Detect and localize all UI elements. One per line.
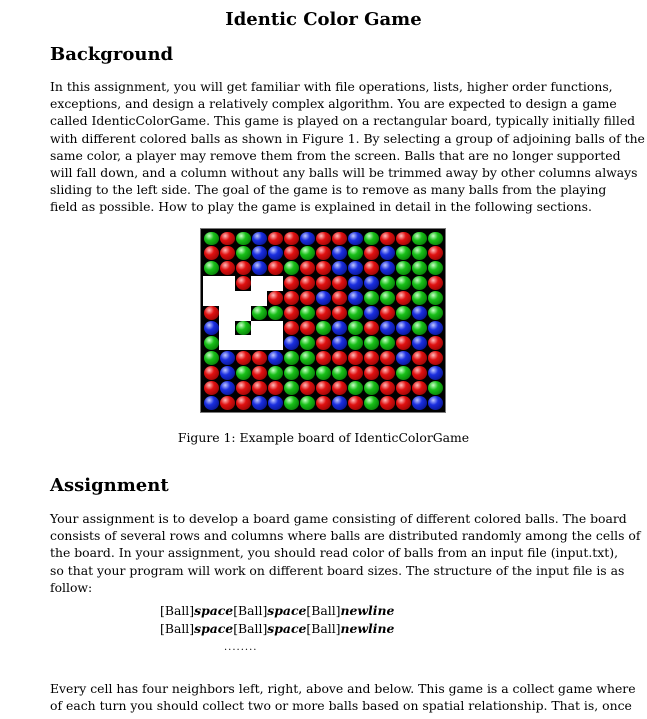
empty-cell: [203, 276, 219, 291]
paragraph-line: In this assignment, you will get familiar with file operations, lists, higher order functions,: [50, 79, 613, 94]
blue-ball: [332, 261, 347, 275]
red-ball: [332, 381, 347, 395]
red-ball: [204, 246, 219, 260]
figure-caption: Figure 1: Example board of IdenticColorGame: [177, 430, 470, 445]
red-ball: [316, 306, 331, 320]
red-ball: [412, 366, 427, 380]
green-ball: [396, 261, 411, 275]
empty-cell: [267, 335, 283, 350]
green-ball: [284, 351, 299, 365]
red-ball: [428, 336, 443, 350]
green-ball: [364, 336, 379, 350]
green-ball: [364, 396, 379, 410]
background-paragraph: [50, 78, 645, 216]
green-ball: [428, 261, 443, 275]
green-ball: [284, 396, 299, 410]
green-ball: [204, 351, 219, 365]
green-ball: [396, 276, 411, 290]
blue-ball: [332, 396, 347, 410]
green-ball: [316, 321, 331, 335]
red-ball: [284, 291, 299, 305]
green-ball: [348, 246, 363, 260]
green-ball: [396, 306, 411, 320]
paragraph-line: Your assignment is to develop a board game consisting of different colored balls. The board: [50, 511, 627, 526]
green-ball: [204, 232, 219, 246]
red-ball: [412, 381, 427, 395]
red-ball: [348, 351, 363, 365]
blue-ball: [428, 396, 443, 410]
red-ball: [220, 246, 235, 260]
empty-cell: [219, 291, 235, 306]
red-ball: [316, 396, 331, 410]
blue-ball: [220, 351, 235, 365]
blue-ball: [332, 321, 347, 335]
red-ball: [236, 381, 251, 395]
green-ball: [300, 351, 315, 365]
red-ball: [380, 306, 395, 320]
green-ball: [348, 321, 363, 335]
paragraph-line: Every cell has four neighbors left, right, above and below. This game is a collect game where: [50, 681, 636, 696]
paragraph-line: of each turn you should collect two or more balls based on spatial relationship. That is, once: [50, 698, 632, 714]
red-ball: [252, 351, 267, 365]
blue-ball: [332, 246, 347, 260]
red-ball: [380, 396, 395, 410]
red-ball: [364, 261, 379, 275]
green-ball: [284, 261, 299, 275]
red-ball: [300, 291, 315, 305]
blue-ball: [204, 321, 219, 335]
red-ball: [428, 246, 443, 260]
blue-ball: [412, 306, 427, 320]
red-ball: [364, 351, 379, 365]
red-ball: [364, 246, 379, 260]
format-space: space: [194, 621, 234, 636]
empty-cell: [251, 276, 267, 291]
blue-ball: [268, 246, 283, 260]
green-ball: [364, 291, 379, 305]
red-ball: [316, 232, 331, 246]
blue-ball: [412, 336, 427, 350]
rules-paragraph: [50, 680, 636, 714]
red-ball: [332, 276, 347, 290]
paragraph-line: the board. In your assignment, you should read color of balls from an input file (input.txt),: [50, 545, 619, 561]
paragraph-line: consists of several rows and columns where balls are distributed randomly among the cells of: [50, 528, 641, 544]
green-ball: [348, 381, 363, 395]
blue-ball: [284, 336, 299, 350]
green-ball: [412, 321, 427, 335]
empty-cell: [219, 306, 235, 321]
blue-ball: [252, 246, 267, 260]
section-heading-background: Background: [50, 44, 174, 65]
green-ball: [204, 261, 219, 275]
red-ball: [268, 291, 283, 305]
format-ball: [Ball]: [160, 603, 195, 618]
red-ball: [428, 351, 443, 365]
blue-ball: [428, 321, 443, 335]
red-ball: [396, 336, 411, 350]
green-ball: [364, 232, 379, 246]
blue-ball: [268, 351, 283, 365]
green-ball: [396, 246, 411, 260]
red-ball: [380, 381, 395, 395]
red-ball: [220, 396, 235, 410]
blue-ball: [396, 321, 411, 335]
green-ball: [236, 232, 251, 246]
blue-ball: [380, 261, 395, 275]
blue-ball: [348, 261, 363, 275]
paragraph-line: follow:: [50, 579, 93, 595]
red-ball: [236, 396, 251, 410]
red-ball: [204, 381, 219, 395]
red-ball: [268, 381, 283, 395]
red-ball: [284, 246, 299, 260]
blue-ball: [380, 246, 395, 260]
green-ball: [428, 232, 443, 246]
format-ball: [Ball]: [233, 603, 268, 618]
red-ball: [316, 336, 331, 350]
input-format-line: [160, 602, 394, 619]
green-ball: [236, 366, 251, 380]
format-space: space: [267, 621, 307, 636]
input-format-line: [160, 620, 394, 637]
empty-cell: [235, 291, 251, 306]
paragraph-line: called IdenticColorGame. This game is played on a rectangular board, typically initially filled: [50, 113, 636, 129]
red-ball: [380, 232, 395, 246]
paragraph-line: exceptions, and design a relatively complex algorithm. You are expected to design a game: [50, 96, 617, 112]
blue-ball: [332, 336, 347, 350]
green-ball: [204, 336, 219, 350]
empty-cell: [235, 306, 251, 321]
blue-ball: [204, 396, 219, 410]
format-continuation-dots: ........: [224, 642, 258, 653]
red-ball: [412, 351, 427, 365]
blue-ball: [220, 381, 235, 395]
green-ball: [380, 276, 395, 290]
blue-ball: [252, 232, 267, 246]
red-ball: [284, 276, 299, 290]
format-newline: newline: [340, 621, 395, 636]
red-ball: [284, 321, 299, 335]
green-ball: [300, 306, 315, 320]
red-ball: [380, 351, 395, 365]
assignment-paragraph: [50, 510, 641, 596]
green-ball: [284, 381, 299, 395]
red-ball: [236, 276, 251, 290]
blue-ball: [252, 261, 267, 275]
green-ball: [396, 366, 411, 380]
blue-ball: [300, 232, 315, 246]
blue-ball: [348, 276, 363, 290]
red-ball: [300, 321, 315, 335]
green-ball: [348, 336, 363, 350]
empty-cell: [251, 335, 267, 350]
blue-ball: [364, 306, 379, 320]
red-ball: [332, 351, 347, 365]
green-ball: [300, 366, 315, 380]
red-ball: [316, 246, 331, 260]
blue-ball: [396, 351, 411, 365]
paragraph-line: sliding to the left side. The goal of the game is to remove as many balls from the playing: [50, 182, 607, 198]
red-ball: [396, 232, 411, 246]
blue-ball: [316, 291, 331, 305]
blue-ball: [348, 291, 363, 305]
green-ball: [412, 276, 427, 290]
empty-cell: [235, 335, 251, 350]
blue-ball: [380, 321, 395, 335]
red-ball: [332, 306, 347, 320]
red-ball: [284, 306, 299, 320]
blue-ball: [348, 232, 363, 246]
red-ball: [316, 381, 331, 395]
red-ball: [316, 261, 331, 275]
paragraph-line: so that your program will work on different board sizes. The structure of the input file is as: [50, 562, 625, 578]
green-ball: [300, 396, 315, 410]
red-ball: [252, 381, 267, 395]
red-ball: [380, 366, 395, 380]
format-ball: [Ball]: [306, 621, 341, 636]
red-ball: [348, 396, 363, 410]
red-ball: [268, 261, 283, 275]
empty-cell: [267, 321, 283, 336]
red-ball: [396, 396, 411, 410]
red-ball: [204, 366, 219, 380]
red-ball: [300, 381, 315, 395]
red-ball: [236, 261, 251, 275]
section-heading-assignment: Assignment: [50, 475, 169, 496]
format-ball: [Ball]: [306, 603, 341, 618]
red-ball: [284, 232, 299, 246]
green-ball: [284, 366, 299, 380]
green-ball: [412, 246, 427, 260]
empty-cell: [219, 335, 235, 350]
blue-ball: [220, 366, 235, 380]
red-ball: [396, 381, 411, 395]
empty-cell: [251, 291, 267, 306]
red-ball: [348, 366, 363, 380]
document-title: Identic Color Game: [225, 9, 422, 30]
red-ball: [364, 321, 379, 335]
format-ball: [Ball]: [233, 621, 268, 636]
green-ball: [268, 366, 283, 380]
green-ball: [428, 381, 443, 395]
green-ball: [316, 366, 331, 380]
paragraph-line: same color, a player may remove them from the screen. Balls that are no longer supported: [50, 147, 621, 163]
red-ball: [268, 232, 283, 246]
green-ball: [252, 306, 267, 320]
empty-cell: [267, 276, 283, 291]
green-ball: [428, 306, 443, 320]
green-ball: [348, 306, 363, 320]
green-ball: [300, 336, 315, 350]
green-ball: [380, 291, 395, 305]
green-ball: [428, 291, 443, 305]
red-ball: [300, 276, 315, 290]
green-ball: [412, 261, 427, 275]
empty-cell: [219, 321, 235, 336]
green-ball: [364, 381, 379, 395]
red-ball: [300, 261, 315, 275]
green-ball: [236, 246, 251, 260]
red-ball: [220, 232, 235, 246]
red-ball: [364, 366, 379, 380]
paragraph-line: with different colored balls as shown in Figure 1. By selecting a group of adjoining balls of the: [50, 130, 645, 146]
red-ball: [316, 351, 331, 365]
empty-cell: [203, 291, 219, 306]
red-ball: [332, 232, 347, 246]
red-ball: [332, 291, 347, 305]
green-ball: [380, 336, 395, 350]
red-ball: [204, 306, 219, 320]
format-ball: [Ball]: [160, 621, 195, 636]
paragraph-line: will fall down, and a column without any balls will be trimmed away by other columns always: [50, 165, 638, 181]
format-space: space: [267, 603, 307, 618]
red-ball: [220, 261, 235, 275]
blue-ball: [268, 396, 283, 410]
green-ball: [412, 291, 427, 305]
red-ball: [236, 351, 251, 365]
red-ball: [428, 276, 443, 290]
empty-cell: [219, 276, 235, 291]
format-newline: newline: [340, 603, 395, 618]
green-ball: [412, 232, 427, 246]
format-space: space: [194, 603, 234, 618]
red-ball: [252, 366, 267, 380]
game-board-figure: [200, 228, 446, 413]
green-ball: [332, 366, 347, 380]
blue-ball: [252, 396, 267, 410]
green-ball: [300, 246, 315, 260]
blue-ball: [428, 366, 443, 380]
paragraph-line: field as possible. How to play the game is explained in detail in the following sections.: [50, 199, 592, 215]
red-ball: [316, 276, 331, 290]
empty-cell: [251, 321, 267, 336]
green-ball: [268, 306, 283, 320]
red-ball: [396, 291, 411, 305]
blue-ball: [364, 276, 379, 290]
green-ball: [236, 321, 251, 335]
blue-ball: [412, 396, 427, 410]
